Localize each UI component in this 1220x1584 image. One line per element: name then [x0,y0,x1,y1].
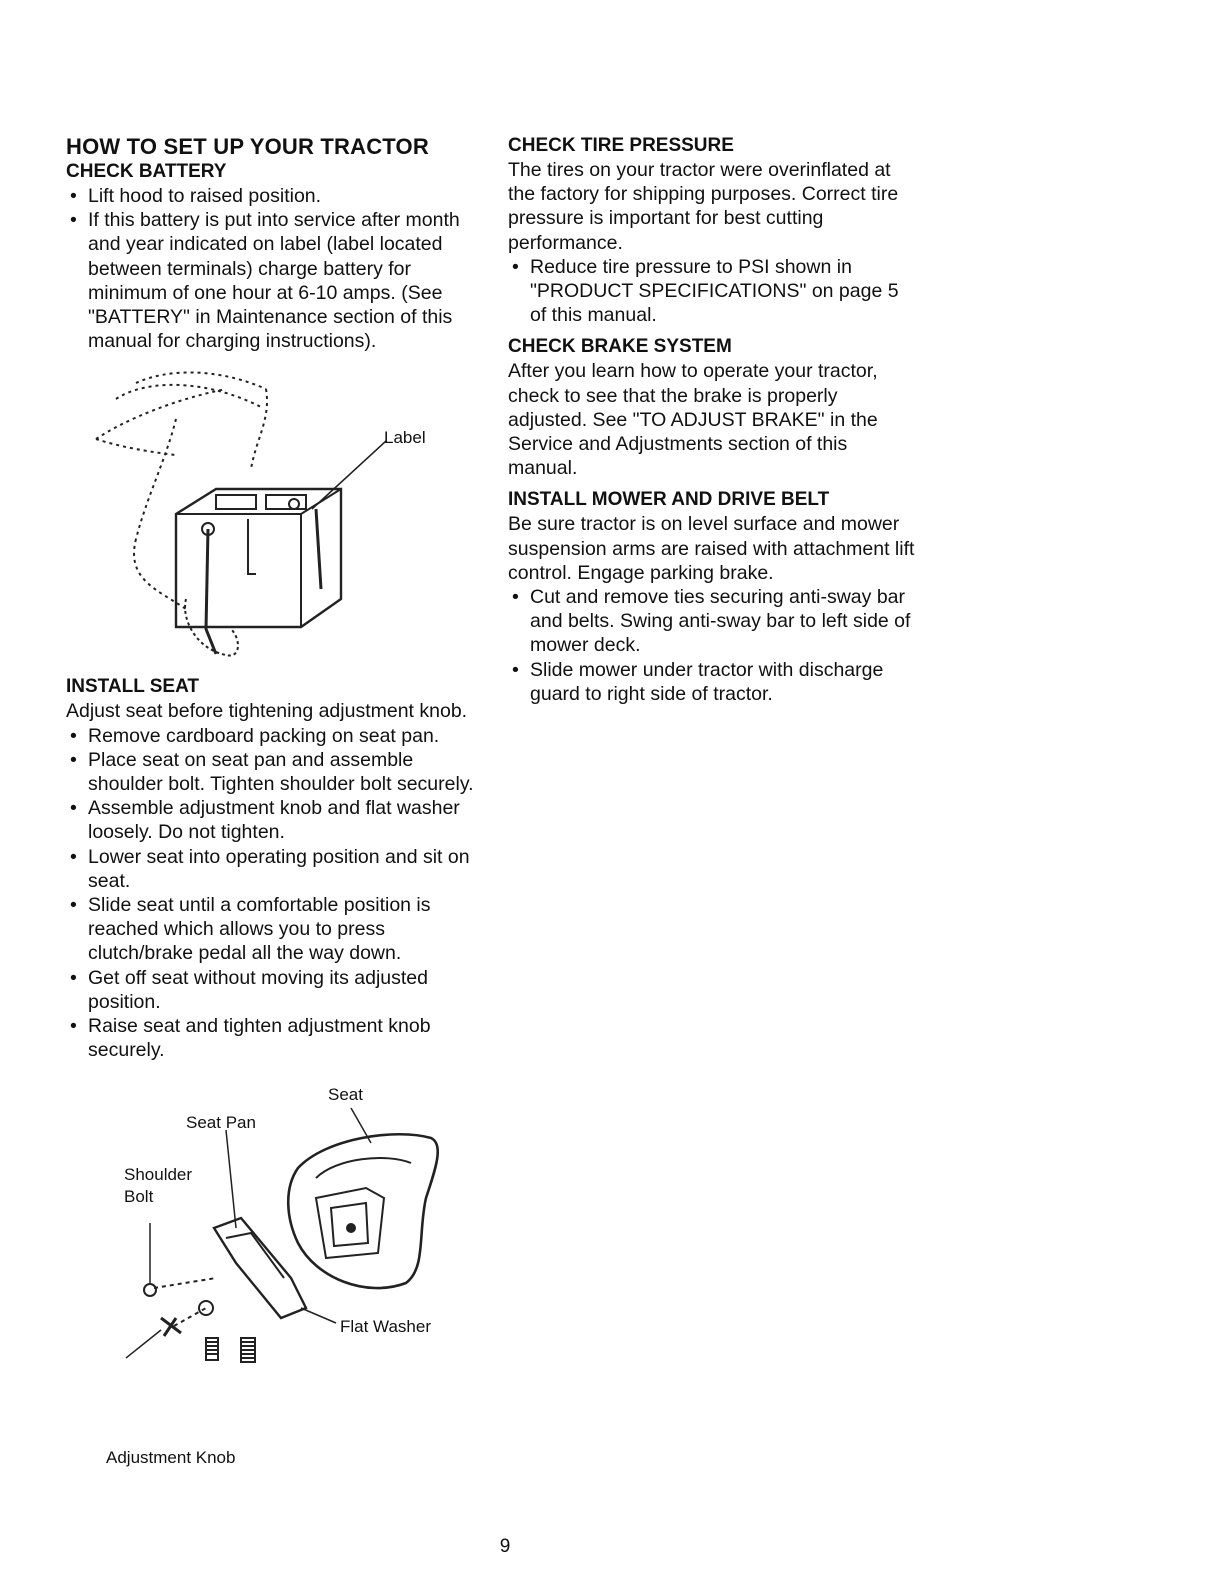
install-seat-section [66,675,486,1062]
check-tire-pressure-section [508,134,918,327]
check-tire-pressure-intro: The tires on your tractor were overinflated at the factory for shipping purposes. Correct tire pressure is important for best cutting performance. [508,159,899,254]
check-battery-list [66,184,486,353]
list-item: • Slide mower under tractor with discharge guard to right side of tractor. [508,658,918,706]
battery-illustration [66,359,486,669]
bolt-label: Bolt [124,1187,154,1207]
seat-label: Seat [328,1085,363,1105]
battery-label-text: Label [384,428,426,448]
list-item: • Raise seat and tighten adjustment knob securely. [66,1014,486,1062]
install-seat-list [66,724,486,1063]
check-battery-heading: CHECK BATTERY [66,161,227,182]
page-number: 9 [499,1536,511,1557]
list-item: • Assemble adjustment knob and flat washer loosely. Do not tighten. [66,796,486,844]
flat-washer-label: Flat Washer [340,1317,432,1337]
list-item: • Get off seat without moving its adjusted position. [66,966,486,1014]
check-battery-section [66,160,486,353]
install-mower-section [508,488,918,706]
install-mower-heading: INSTALL MOWER AND DRIVE BELT [508,489,830,511]
list-item: • Cut and remove ties securing anti-sway bar and belts. Swing anti-sway bar to left side of mower deck. [508,585,918,658]
right-column [508,134,918,706]
install-seat-heading: INSTALL SEAT [66,676,199,698]
list-item: • Remove cardboard packing on seat pan. [66,724,486,748]
check-brake-system-section [508,335,918,480]
list-item: • If this battery is put into service after month and year indicated on label (label located between terminals) charge battery for minimum of one hour at 6-10 amps. (See "BATTERY" in Maintenance section of this manual for charging instructions). [66,208,486,353]
list-item: • Lift hood to raised position. [66,184,486,208]
page-title: HOW TO SET UP YOUR TRACTOR [66,134,429,159]
check-brake-system-heading: CHECK BRAKE SYSTEM [508,336,732,358]
seat-illustration [66,1068,486,1368]
list-item: • Slide seat until a comfortable position is reached which allows you to press clutch/brake pedal all the way down. [66,893,486,966]
list-item: • Reduce tire pressure to PSI shown in "PRODUCT SPECIFICATIONS" on page 5 of this manual. [508,255,918,328]
shoulder-label: Shoulder [124,1165,193,1185]
check-brake-system-body: After you learn how to operate your tractor, check to see that the brake is properly adjusted. See "TO ADJUST BRAKE" in the Service and Adjustments section of this manual. [508,360,878,480]
left-column [66,134,486,1467]
seat-pan-label: Seat Pan [186,1113,256,1133]
install-mower-list [508,585,918,706]
list-item: • Lower seat into operating position and sit on seat. [66,845,486,893]
adjustment-knob-label: Adjustment Knob [106,1448,236,1467]
install-seat-intro: Adjust seat before tightening adjustment knob. [66,700,468,723]
check-tire-pressure-heading: CHECK TIRE PRESSURE [508,135,734,156]
list-item: • Place seat on seat pan and assemble shoulder bolt. Tighten shoulder bolt securely. [66,748,486,796]
check-tire-pressure-list [508,255,918,328]
install-mower-intro: Be sure tractor is on level surface and mower suspension arms are raised with attachment lift control. Engage parking brake. [508,513,915,584]
